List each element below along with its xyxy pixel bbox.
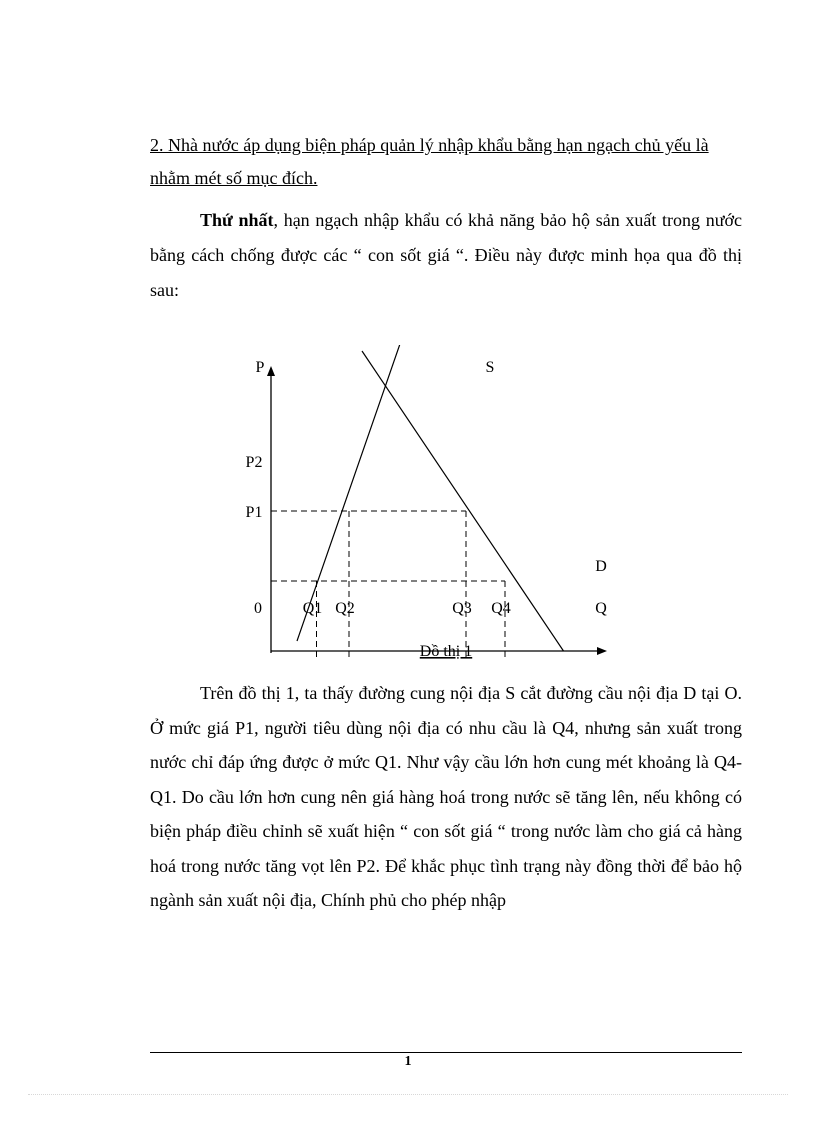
chart-title: Đồ thị 1 [419, 643, 473, 660]
page-number: 1 [404, 1054, 412, 1069]
p1-tick-label: P1 [245, 504, 263, 521]
paragraph-first-text: , hạn ngạch nhập khẩu có khả năng bảo hộ sản xuất trong nước bằng cách chống được các “ con sốt giá “. Điều này được minh họa qua đồ thị sau: [150, 210, 742, 300]
supply-demand-chart [225, 345, 625, 675]
section-heading: 2. Nhà nước áp dụng biện pháp quản lý nhập khẩu bằng hạn ngạch chủ yếu là nhằm mét số mục đích. [150, 135, 709, 188]
quantity-tick-q3: Q3 [452, 600, 472, 617]
y-axis-arrowhead [267, 366, 275, 376]
footer-rule [150, 1052, 742, 1053]
supply-label: S [485, 359, 495, 376]
quantity-tick-q1: Q1 [302, 600, 323, 617]
p2-tick-label: P2 [245, 454, 263, 471]
paragraph-lead: Thứ nhất [200, 210, 274, 230]
y-axis-label: P [255, 359, 265, 376]
page-edge-divider [28, 1094, 788, 1095]
demand-label: D [595, 558, 607, 575]
origin-label: 0 [254, 600, 262, 617]
x-axis-label: Q [595, 600, 607, 617]
paragraph-explanation: Trên đồ thị 1, ta thấy đường cung nội địa S cắt đường cầu nội địa D tại O. Ở mức giá P1, người tiêu dùng nội địa có nhu cầu là Q4, nhưng sản xuất trong nước chỉ đáp ứng được ở mức Q1. Như vậy cầu lớn hơn cung mét khoảng là Q4-Q1. Do cầu lớn hơn cung nên giá hàng hoá trong nước sẽ tăng lên, nếu không có biện pháp điều chỉnh sẽ xuất hiện “ con sốt giá “ trong nước làm cho giá cả hàng hoá trong nước tăng vọt lên P2. Để khắc phục tình trạng này đồng thời để bảo hộ ngành sản xuất nội địa, Chính phủ cho phép nhập [150, 683, 742, 910]
quantity-tick-q2: Q2 [335, 600, 355, 617]
x-axis-arrowhead [597, 647, 607, 655]
paragraph-first-purpose [150, 203, 742, 308]
quantity-tick-q4: Q4 [491, 600, 511, 617]
